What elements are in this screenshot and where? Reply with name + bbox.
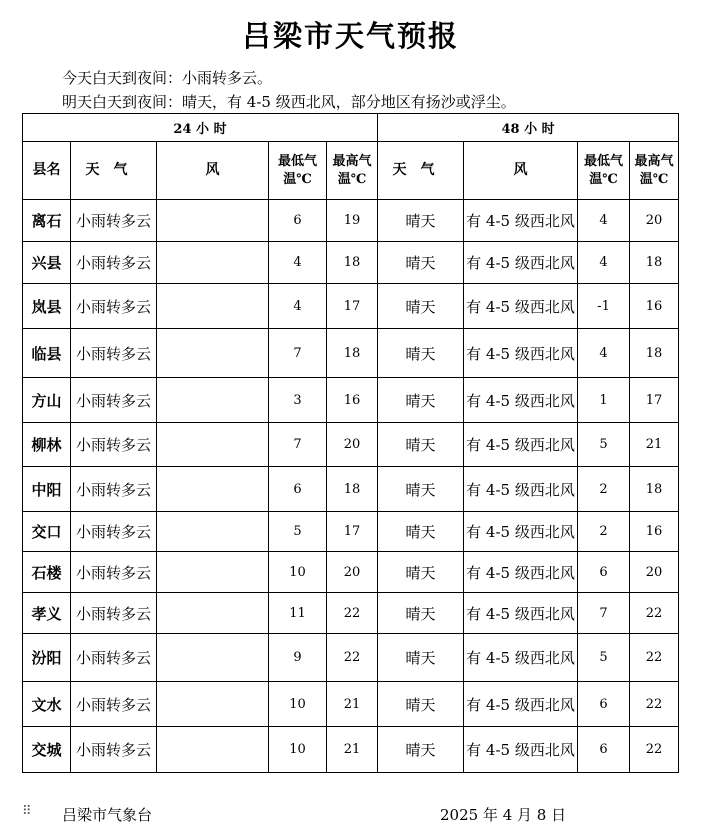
table-cell-min-24h: 9 bbox=[269, 634, 327, 682]
table-cell-wind-48h: 有 4-5 级西北风 bbox=[464, 634, 578, 682]
drag-handle-icon[interactable]: ⠿ bbox=[22, 804, 32, 819]
table-cell-min-24h: 4 bbox=[269, 284, 327, 329]
col-min24-header: 最低气温℃ bbox=[269, 142, 327, 200]
table-cell-county: 柳林 bbox=[23, 423, 71, 467]
group-48h-header: 48 小 时 bbox=[378, 114, 679, 142]
table-cell-weather-48h: 晴天 bbox=[378, 284, 464, 329]
table-cell-min-24h: 7 bbox=[269, 329, 327, 378]
column-header-row bbox=[23, 142, 679, 200]
table-row bbox=[23, 242, 679, 284]
col-county-header: 县名 bbox=[23, 142, 71, 200]
table-cell-wind-48h: 有 4-5 级西北风 bbox=[464, 423, 578, 467]
table-cell-wind-24h bbox=[157, 200, 269, 242]
table-cell-min-48h: 6 bbox=[578, 552, 630, 593]
table-cell-max-48h: 16 bbox=[630, 512, 679, 552]
table-cell-min-48h: 4 bbox=[578, 242, 630, 284]
table-cell-max-48h: 18 bbox=[630, 329, 679, 378]
forecast-table-body bbox=[23, 200, 679, 773]
table-cell-wind-24h bbox=[157, 552, 269, 593]
table-row bbox=[23, 682, 679, 727]
table-row bbox=[23, 378, 679, 423]
table-cell-wind-24h bbox=[157, 242, 269, 284]
table-cell-county: 汾阳 bbox=[23, 634, 71, 682]
table-cell-min-48h: 2 bbox=[578, 467, 630, 512]
table-cell-min-24h: 10 bbox=[269, 727, 327, 773]
table-cell-min-48h: 1 bbox=[578, 378, 630, 423]
table-row bbox=[23, 512, 679, 552]
table-cell-weather-24h: 小雨转多云 bbox=[71, 423, 157, 467]
table-row bbox=[23, 423, 679, 467]
table-cell-min-48h: 5 bbox=[578, 423, 630, 467]
table-cell-max-48h: 20 bbox=[630, 200, 679, 242]
summary-today: 今天白天到夜间：小雨转多云。 bbox=[62, 69, 273, 87]
table-cell-min-48h: 2 bbox=[578, 512, 630, 552]
table-cell-min-24h: 11 bbox=[269, 593, 327, 634]
table-cell-min-24h: 3 bbox=[269, 378, 327, 423]
table-cell-weather-48h: 晴天 bbox=[378, 593, 464, 634]
table-row bbox=[23, 727, 679, 773]
table-cell-county: 石楼 bbox=[23, 552, 71, 593]
table-row bbox=[23, 552, 679, 593]
table-cell-max-24h: 17 bbox=[327, 284, 378, 329]
col-max24-header: 最高气温℃ bbox=[327, 142, 378, 200]
table-cell-max-24h: 22 bbox=[327, 593, 378, 634]
table-cell-min-48h: 5 bbox=[578, 634, 630, 682]
table-cell-min-24h: 4 bbox=[269, 242, 327, 284]
table-cell-weather-48h: 晴天 bbox=[378, 467, 464, 512]
table-cell-min-48h: -1 bbox=[578, 284, 630, 329]
col-min48-header: 最低气温℃ bbox=[578, 142, 630, 200]
table-cell-county: 文水 bbox=[23, 682, 71, 727]
table-cell-weather-24h: 小雨转多云 bbox=[71, 200, 157, 242]
table-cell-weather-24h: 小雨转多云 bbox=[71, 552, 157, 593]
table-row bbox=[23, 200, 679, 242]
table-cell-max-48h: 18 bbox=[630, 467, 679, 512]
table-cell-weather-48h: 晴天 bbox=[378, 512, 464, 552]
table-cell-wind-48h: 有 4-5 级西北风 bbox=[464, 329, 578, 378]
table-cell-wind-48h: 有 4-5 级西北风 bbox=[464, 682, 578, 727]
table-cell-max-24h: 16 bbox=[327, 378, 378, 423]
table-cell-max-24h: 18 bbox=[327, 329, 378, 378]
table-cell-max-48h: 22 bbox=[630, 593, 679, 634]
summary-tomorrow: 明天白天到夜间：晴天，有 4-5 级西北风，部分地区有扬沙或浮尘。 bbox=[62, 93, 516, 111]
table-cell-max-24h: 20 bbox=[327, 552, 378, 593]
table-cell-county: 中阳 bbox=[23, 467, 71, 512]
table-cell-min-24h: 10 bbox=[269, 682, 327, 727]
table-cell-weather-48h: 晴天 bbox=[378, 242, 464, 284]
table-cell-wind-24h bbox=[157, 727, 269, 773]
table-cell-wind-24h bbox=[157, 512, 269, 552]
page-title: 吕梁市天气预报 bbox=[241, 19, 459, 53]
table-cell-min-48h: 6 bbox=[578, 727, 630, 773]
table-cell-county: 交口 bbox=[23, 512, 71, 552]
table-cell-max-48h: 22 bbox=[630, 634, 679, 682]
table-cell-weather-24h: 小雨转多云 bbox=[71, 682, 157, 727]
table-cell-min-24h: 6 bbox=[269, 200, 327, 242]
table-cell-max-24h: 17 bbox=[327, 512, 378, 552]
table-row bbox=[23, 329, 679, 378]
table-cell-min-24h: 7 bbox=[269, 423, 327, 467]
table-row bbox=[23, 634, 679, 682]
table-cell-min-48h: 4 bbox=[578, 329, 630, 378]
table-cell-county: 离石 bbox=[23, 200, 71, 242]
col-weather24-header: 天气 bbox=[71, 142, 157, 200]
table-cell-max-48h: 17 bbox=[630, 378, 679, 423]
table-cell-weather-48h: 晴天 bbox=[378, 423, 464, 467]
table-cell-county: 交城 bbox=[23, 727, 71, 773]
table-cell-max-24h: 18 bbox=[327, 242, 378, 284]
table-cell-wind-48h: 有 4-5 级西北风 bbox=[464, 284, 578, 329]
group-header-row bbox=[23, 114, 679, 142]
table-cell-weather-24h: 小雨转多云 bbox=[71, 467, 157, 512]
table-cell-max-24h: 18 bbox=[327, 467, 378, 512]
table-cell-wind-48h: 有 4-5 级西北风 bbox=[464, 242, 578, 284]
forecast-table bbox=[22, 113, 679, 773]
table-cell-county: 临县 bbox=[23, 329, 71, 378]
table-cell-wind-48h: 有 4-5 级西北风 bbox=[464, 727, 578, 773]
table-cell-max-48h: 22 bbox=[630, 727, 679, 773]
issuing-office: 吕梁市气象台 bbox=[62, 806, 153, 824]
table-cell-max-48h: 22 bbox=[630, 682, 679, 727]
table-cell-wind-48h: 有 4-5 级西北风 bbox=[464, 512, 578, 552]
table-cell-wind-24h bbox=[157, 423, 269, 467]
table-cell-wind-48h: 有 4-5 级西北风 bbox=[464, 593, 578, 634]
table-cell-wind-48h: 有 4-5 级西北风 bbox=[464, 467, 578, 512]
table-row bbox=[23, 593, 679, 634]
table-cell-wind-24h bbox=[157, 284, 269, 329]
table-cell-county: 孝义 bbox=[23, 593, 71, 634]
col-max48-header: 最高气温℃ bbox=[630, 142, 679, 200]
col-wind48-header: 风 bbox=[464, 142, 578, 200]
table-cell-wind-48h: 有 4-5 级西北风 bbox=[464, 378, 578, 423]
table-cell-wind-48h: 有 4-5 级西北风 bbox=[464, 552, 578, 593]
table-cell-weather-48h: 晴天 bbox=[378, 378, 464, 423]
table-cell-wind-24h bbox=[157, 682, 269, 727]
table-cell-county: 兴县 bbox=[23, 242, 71, 284]
table-cell-wind-24h bbox=[157, 634, 269, 682]
table-cell-weather-24h: 小雨转多云 bbox=[71, 593, 157, 634]
table-cell-max-24h: 21 bbox=[327, 682, 378, 727]
table-cell-weather-24h: 小雨转多云 bbox=[71, 242, 157, 284]
table-cell-max-48h: 16 bbox=[630, 284, 679, 329]
table-cell-county: 岚县 bbox=[23, 284, 71, 329]
table-cell-min-48h: 4 bbox=[578, 200, 630, 242]
table-row bbox=[23, 284, 679, 329]
table-cell-weather-48h: 晴天 bbox=[378, 329, 464, 378]
table-cell-max-24h: 22 bbox=[327, 634, 378, 682]
table-cell-wind-48h: 有 4-5 级西北风 bbox=[464, 200, 578, 242]
table-cell-weather-24h: 小雨转多云 bbox=[71, 378, 157, 423]
table-cell-min-48h: 6 bbox=[578, 682, 630, 727]
table-cell-max-24h: 19 bbox=[327, 200, 378, 242]
table-cell-max-48h: 20 bbox=[630, 552, 679, 593]
table-cell-weather-48h: 晴天 bbox=[378, 200, 464, 242]
table-cell-weather-24h: 小雨转多云 bbox=[71, 329, 157, 378]
group-24h-header: 24 小 时 bbox=[23, 114, 378, 142]
table-cell-max-24h: 21 bbox=[327, 727, 378, 773]
table-cell-weather-24h: 小雨转多云 bbox=[71, 284, 157, 329]
issue-date: 2025 年 4 月 8 日 bbox=[440, 806, 567, 824]
table-cell-weather-48h: 晴天 bbox=[378, 727, 464, 773]
table-cell-weather-48h: 晴天 bbox=[378, 552, 464, 593]
table-row bbox=[23, 467, 679, 512]
table-cell-max-48h: 21 bbox=[630, 423, 679, 467]
table-cell-min-48h: 7 bbox=[578, 593, 630, 634]
table-cell-weather-48h: 晴天 bbox=[378, 634, 464, 682]
table-cell-max-48h: 18 bbox=[630, 242, 679, 284]
table-cell-wind-24h bbox=[157, 329, 269, 378]
col-wind24-header: 风 bbox=[157, 142, 269, 200]
table-cell-weather-48h: 晴天 bbox=[378, 682, 464, 727]
table-cell-weather-24h: 小雨转多云 bbox=[71, 634, 157, 682]
table-cell-wind-24h bbox=[157, 593, 269, 634]
table-cell-weather-24h: 小雨转多云 bbox=[71, 727, 157, 773]
table-cell-weather-24h: 小雨转多云 bbox=[71, 512, 157, 552]
table-cell-min-24h: 6 bbox=[269, 467, 327, 512]
table-cell-max-24h: 20 bbox=[327, 423, 378, 467]
table-cell-min-24h: 5 bbox=[269, 512, 327, 552]
table-cell-county: 方山 bbox=[23, 378, 71, 423]
table-cell-wind-24h bbox=[157, 378, 269, 423]
col-weather48-header: 天气 bbox=[378, 142, 464, 200]
table-cell-min-24h: 10 bbox=[269, 552, 327, 593]
table-cell-wind-24h bbox=[157, 467, 269, 512]
